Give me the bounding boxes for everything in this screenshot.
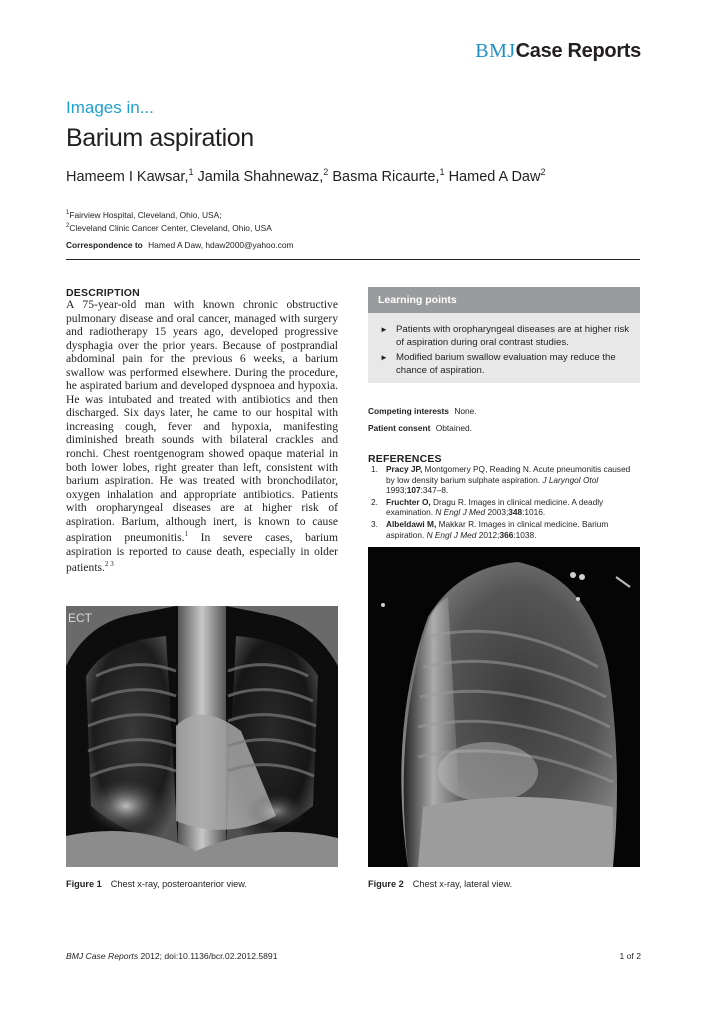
article-title: Barium aspiration — [66, 124, 254, 152]
reference-text: Dragu R. Images in clinical medicine. A deadly examination. — [386, 496, 604, 518]
reference-volume: 107 — [406, 485, 421, 496]
reference-pages: :1016. — [522, 507, 546, 518]
reference-item[interactable] — [368, 464, 640, 496]
header-divider — [66, 259, 640, 260]
reference-pages: :347–8. — [420, 485, 449, 496]
author-name: Hameem I Kawsar, — [66, 168, 189, 185]
reference-journal: N Engl J Med — [426, 529, 477, 540]
reference-number: 2. — [371, 496, 378, 507]
learning-points-heading: Learning points — [378, 294, 457, 306]
author-affiliation-mark: 1 — [439, 167, 445, 177]
figure-label: Figure 2 — [368, 879, 404, 889]
learning-point-text: Patients with oropharyngeal diseases are at higher risk of aspiration during oral contrast studies. — [396, 324, 630, 348]
author-name: Basma Ricaurte, — [332, 168, 440, 185]
author-affiliation-mark: 2 — [540, 167, 546, 177]
footer-doi[interactable]: 2012; doi:10.1136/bcr.02.2012.5891 — [138, 951, 278, 961]
learning-point-text: Modified barium swallow evaluation may reduce the chance of aspiration. — [396, 352, 616, 376]
reference-number: 1. — [371, 464, 378, 474]
bullet-arrow-icon: ► — [380, 325, 388, 334]
affiliation-number: 1 — [66, 210, 70, 216]
reference-item[interactable] — [368, 519, 640, 540]
figure-1-caption — [66, 879, 247, 889]
bullet-arrow-icon: ► — [380, 353, 388, 362]
patient-consent-value: Obtained. — [435, 423, 473, 433]
references-list — [368, 464, 640, 541]
reference-author: Pracy JP, — [386, 464, 423, 474]
journal-brand — [475, 40, 641, 63]
section-kicker: Images in... — [66, 98, 154, 117]
figure-caption-text: Chest x-ray, posteroanterior view. — [110, 879, 247, 889]
author-name: Jamila Shahnewaz, — [197, 168, 324, 185]
correspondence-label: Correspondence to — [66, 240, 143, 250]
author-name: Hamed A Daw — [448, 168, 541, 185]
figure-caption-text: Chest x-ray, lateral view. — [412, 879, 513, 889]
correspondence — [66, 240, 294, 250]
competing-interests-value: None. — [454, 406, 477, 416]
author-list — [66, 167, 545, 185]
learning-point-item — [378, 323, 634, 349]
figure-2-xray-lateral[interactable] — [368, 547, 640, 867]
description-text-continued: In severe cases, barium aspiration is reported to cause death, especially in older patients. — [66, 531, 338, 575]
footer-journal: BMJ Case Reports — [66, 951, 139, 961]
brand-bmj: BMJ — [475, 40, 516, 62]
reference-volume: 366 — [499, 529, 514, 540]
citation-mark[interactable]: 2 3 — [104, 560, 114, 569]
citation-mark[interactable]: 1 — [184, 530, 189, 539]
patient-consent-label: Patient consent — [368, 423, 431, 433]
reference-text: Makkar R. Images in clinical medicine. Barium aspiration. — [386, 518, 609, 540]
correspondence-text: Hamed A Daw, hdaw2000@yahoo.com — [148, 240, 294, 250]
description-body — [66, 298, 338, 575]
reference-author: Fruchter O, — [386, 496, 431, 507]
affiliation-text: Cleveland Clinic Cancer Center, Cleveland, Ohio, USA — [69, 222, 272, 233]
brand-case-reports: Case Reports — [515, 40, 641, 62]
learning-points-list — [378, 323, 634, 379]
reference-year: 2003; — [487, 507, 509, 518]
figure-2-caption — [368, 879, 512, 889]
description-heading: DESCRIPTION — [66, 287, 140, 299]
reference-pages: :1038. — [513, 529, 537, 540]
references-heading: REFERENCES — [368, 453, 442, 465]
author-affiliation-mark: 2 — [323, 167, 329, 177]
xray-pa-image — [66, 606, 338, 867]
page-number: 1 of 2 — [619, 951, 641, 961]
affiliation-number: 2 — [66, 222, 70, 229]
author-affiliation-mark: 1 — [188, 167, 194, 177]
learning-point-item — [378, 351, 634, 377]
reference-year: 1993; — [386, 485, 407, 496]
reference-volume: 348 — [508, 507, 523, 518]
reference-journal: N Engl J Med — [435, 507, 486, 518]
footer-citation — [66, 951, 278, 961]
competing-interests-label: Competing interests — [368, 406, 449, 416]
xray-lateral-image — [368, 547, 640, 867]
reference-item[interactable] — [368, 497, 640, 518]
reference-number: 3. — [371, 518, 378, 529]
figure-label: Figure 1 — [66, 879, 102, 889]
learning-points-box — [368, 287, 640, 383]
competing-interests — [368, 406, 477, 416]
learning-points-header — [368, 287, 640, 313]
reference-year: 2012; — [478, 529, 500, 540]
affiliation-text: Fairview Hospital, Cleveland, Ohio, USA; — [69, 209, 222, 220]
xray-marker-text: ECT — [68, 611, 92, 625]
reference-text: Montgomery PQ, Reading N. Acute pneumonitis caused by low density barium sulphate aspiration. — [386, 464, 631, 485]
description-text: A 75-year-old man with known chronic obstructive pulmonary disease and oral cancer, managed with surgery and radiotherapy 15 years ago, developed progressive dysphagia over the prior years. Because of postprandial abdominal pain for the previous 6 weeks, a barium swallow was performed elsewhere. During the procedure, he aspirated barium and developed dyspnoea and hypoxia. He was intubated and treated with antibiotics and then discharged. Six days later, he came to our hospital with increasing cough, fever and hypoxia, manifesting diminished breath sounds with bilateral crackles and ronchi. Chest roentgenogram showed opaque material in both lower lobes, right greater than left, consistent with barium aspiration. He was treated with bronchodilator, oxygen inhalation and appropriate antibiotics. Patients with oropharyngeal diseases are at higher risk of aspiration. Barium, although inert, is known to cause aspiration pneumonitis. — [66, 298, 338, 545]
reference-journal: J Laryngol Otol — [542, 474, 599, 485]
affiliation — [66, 221, 272, 234]
patient-consent — [368, 423, 472, 433]
figure-1-xray-pa[interactable] — [66, 606, 338, 867]
reference-author: Albeldawi M, — [386, 518, 437, 529]
affiliations — [66, 208, 272, 234]
affiliation — [66, 208, 272, 221]
